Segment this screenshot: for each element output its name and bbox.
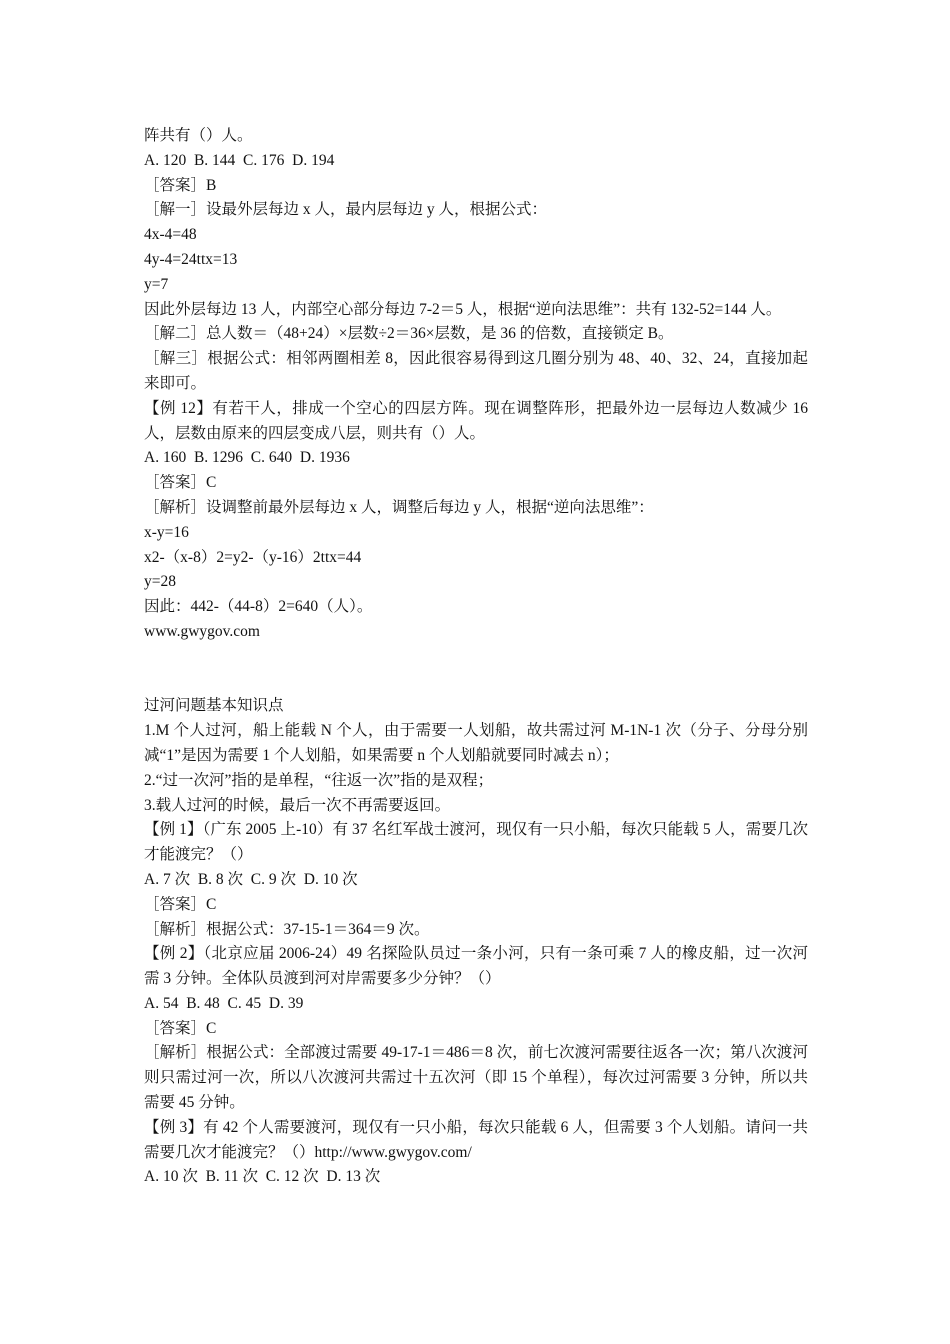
solution-one: ［解一］设最外层每边 x 人，最内层每边 y 人，根据公式： [144,201,548,219]
answer-options: A. 120 B. 144 C. 176 D. 194 [144,151,335,169]
solution-three: ［解三］根据公式：相邻两圈相差 8，因此很容易得到这几圈分别为 48、40、32、24，直接加起来即可。 [144,350,808,392]
example-3-question: 【例 3】有 42 个人需要渡河，现仅有一只小船，每次只能载 6 人，但需要 3 个人划船。请问一共需要几次才能渡完？（）http://www.gwygov.com/ [144,1118,808,1161]
solution-paragraph: 因此外层每边 13 人，内部空心部分每边 7-2＝5 人，根据“逆向法思维”：共有 132-52=144 人。 [144,300,782,318]
answer-options: A. 10 次 B. 11 次 C. 12 次 D. 13 次 [144,1168,381,1186]
equation-line: y=28 [144,573,176,591]
solution-analysis: ［解析］设调整前最外层每边 x 人，调整后每边 y 人，根据“逆向法思维”： [144,498,654,516]
equation-line: y=7 [144,275,169,293]
website-text: www.gwygov.com [144,622,260,640]
answer-options: A. 7 次 B. 8 次 C. 9 次 D. 10 次 [144,870,358,888]
equation-line: x-y=16 [144,523,189,541]
equation-line: 4y-4=24ttx=13 [144,250,238,268]
section-spacer [144,645,808,695]
equation-line: 4x-4=48 [144,226,197,244]
document-page [144,124,812,1190]
knowledge-point: 1.M 个人过河，船上能载 N 个人，由于需要一人划船，故共需过河 M-1N-1 次（分子、分母分别减“1”是因为需要 1 个人划船，如果需要 n 个人划船就要同时减去 n）； [144,722,808,764]
answer-key: ［答案］C [144,1019,217,1037]
knowledge-point: 3.载人过河的时候，最后一次不再需要返回。 [144,796,451,814]
solution-analysis: ［解析］根据公式：全部渡过需要 49-17-1＝486＝8 次，前七次渡河需要往返各一次；第八次渡河则只需过河一次，所以八次渡河共需过十五次河（即 15 个单程），每次过河需要 3 分钟，所以共需要 45 分钟。 [144,1044,808,1112]
solution-two: ［解二］总人数＝（48+24）×层数÷2＝36×层数，是 36 的倍数，直接锁定 B。 [144,325,674,343]
equation-line: x2-（x-8）2=y2-（y-16）2ttx=44 [144,548,362,566]
example-1-question: 【例 1】（广东 2005 上-10）有 37 名红军战士渡河，现仅有一只小船，每次只能载 5 人，需要几次才能渡完？（） [144,821,808,864]
example-2-question: 【例 2】（北京应届 2006-24）49 名探险队员过一条小河，只有一条可乘 7 人的橡皮船，过一次河需 3 分钟。全体队员渡到河对岸需要多少分钟？（） [144,945,808,988]
solution-analysis: ［解析］根据公式：37-15-1＝364＝9 次。 [144,920,430,938]
answer-options: A. 54 B. 48 C. 45 D. 39 [144,994,304,1012]
answer-key: ［答案］C [144,895,217,913]
answer-options: A. 160 B. 1296 C. 640 D. 1936 [144,449,350,467]
question-tail-text: 阵共有（）人。 [144,127,253,144]
answer-key: ［答案］B [144,176,217,194]
knowledge-point: 2.“过一次河”指的是单程，“往返一次”指的是双程； [144,771,494,789]
answer-key: ［答案］C [144,474,217,492]
conclusion-line: 因此：442-（44-8）2=640（人）。 [144,598,373,616]
section-heading: 过河问题基本知识点 [144,697,284,715]
example-12-question: 【例 12】有若干人，排成一个空心的四层方阵。现在调整阵形，把最外边一层每边人数减少 16 人，层数由原来的四层变成八层，则共有（）人。 [144,399,812,442]
